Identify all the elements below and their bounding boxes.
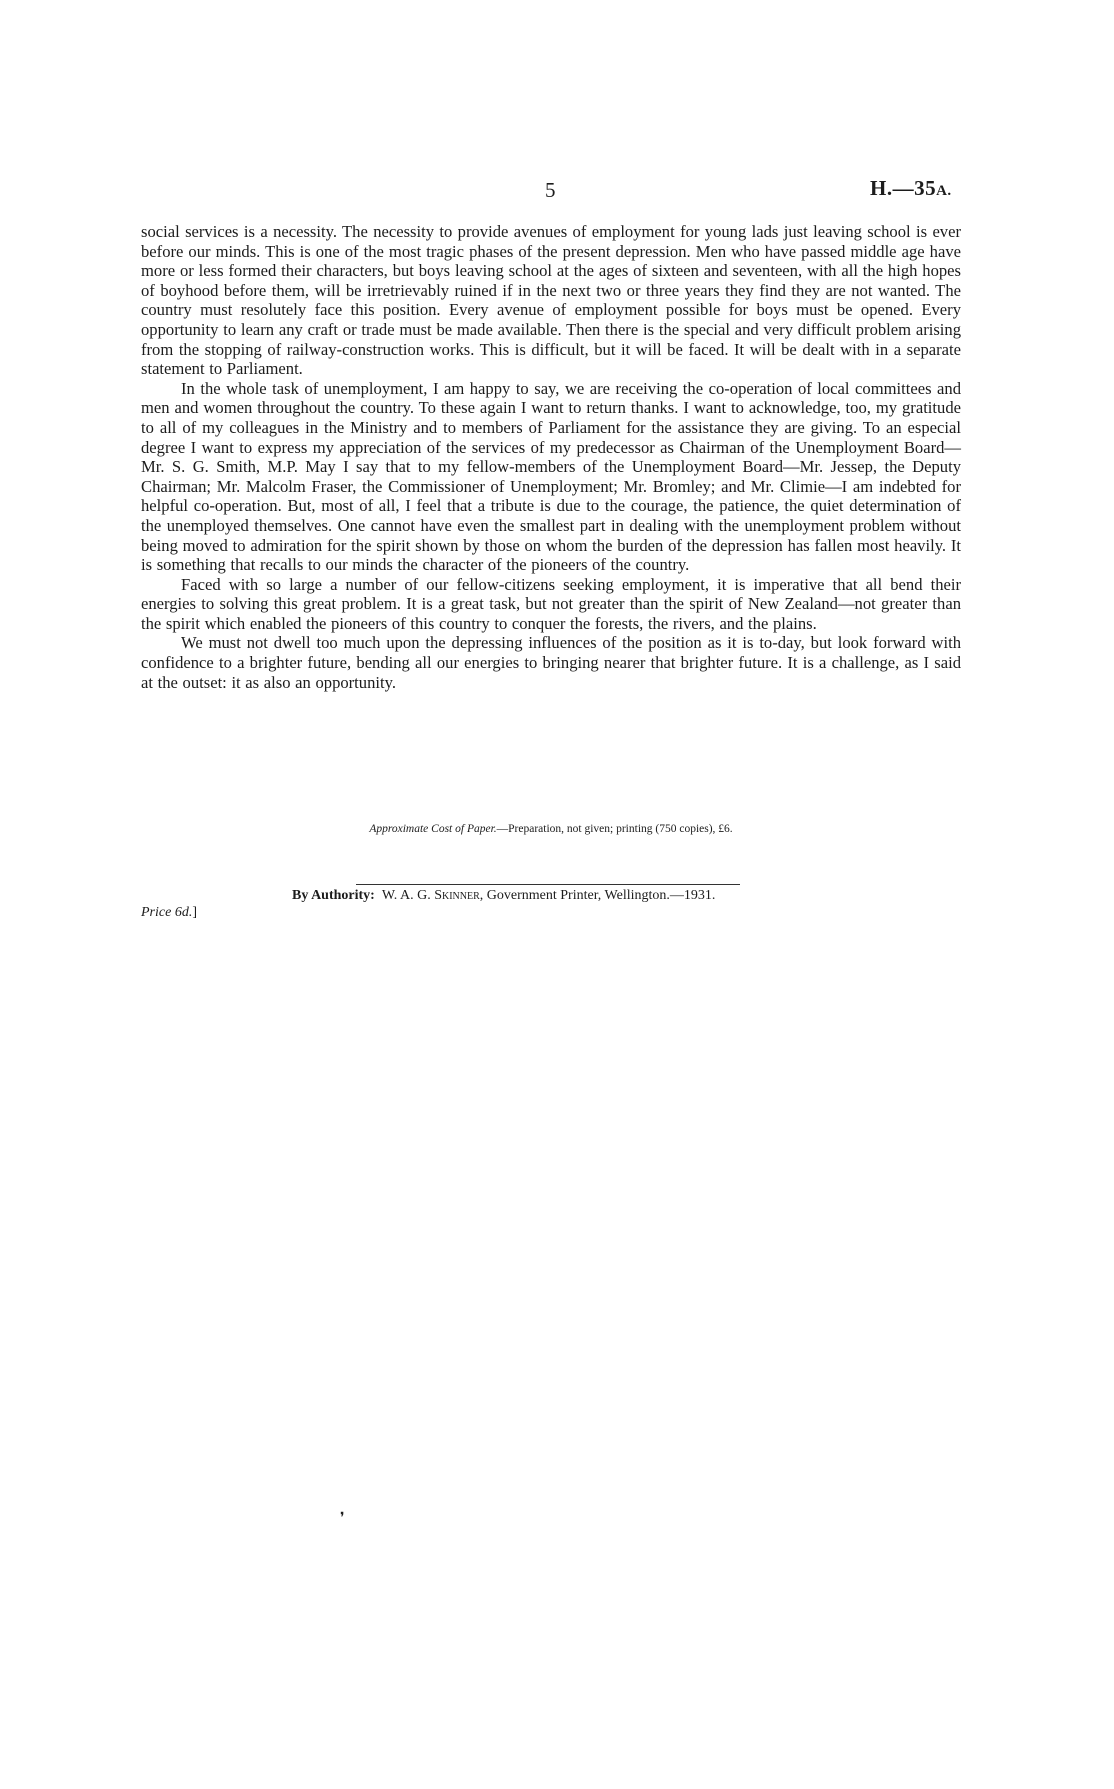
- paragraph-1: social services is a necessity. The necessity to provide avenues of employment for young lads just leaving school is ever before our minds. This is one of the most tragic phases of the present depression. Men who have passed middle age have more or less formed their characters, but boys leaving school at the ages of sixteen and seventeen, with all the high hopes of boyhood before them, will be irretrievably ruined if in the next two or three years they find they are not wanted. The country must resolutely face this position. Every avenue of employment possible for boys must be opened. Every opportunity to learn any craft or trade must be made available. Then there is the special and very difficult problem arising from the stopping of railway-construction works. This is difficult, but it will be faced. It will be dealt with in a separate statement to Parliament.: [141, 222, 961, 379]
- printer-details: , Government Printer, Wellington.—1931.: [479, 888, 716, 903]
- stray-mark: ❜: [340, 1511, 345, 1526]
- printer-name: W. A. G. Skinner: [381, 888, 480, 903]
- paragraph-4: We must not dwell too much upon the depressing influences of the position as it is to-day, but look forward with confidence to a brighter future, bending all our energies to bringing nearer that brighter future. It is a challenge, as I said at the outset: it as also an opportunity.: [141, 633, 961, 692]
- body-text: [141, 222, 961, 692]
- paragraph-3: Faced with so large a number of our fellow-citizens seeking employment, it is imperative that all bend their energies to solving this great problem. It is a great task, but not greater than the spirit of New Zealand—not greater than the spirit which enabled the pioneers of this country to conquer the forests, the rivers, and the plains.: [141, 574, 961, 633]
- document-code: [870, 176, 952, 201]
- document-code-suffix: A.: [936, 183, 952, 199]
- footer-rule: [356, 884, 740, 885]
- price-bracket: ]: [192, 905, 197, 920]
- price-label: Price 6d.: [141, 905, 193, 920]
- cost-note-label: Approximate Cost of Paper.: [369, 823, 497, 835]
- document-code-main: H.—35: [870, 176, 937, 200]
- price: [141, 905, 197, 921]
- cost-note-detail: —Preparation, not given; printing (750 copies), £6.: [496, 823, 733, 835]
- authority-label: By Authority:: [292, 888, 375, 903]
- paragraph-2: In the whole task of unemployment, I am happy to say, we are receiving the co-operation of local committees and men and women throughout the country. To these again I want to return thanks. I want to acknowledge, too, my gratitude to all of my colleagues in the Ministry and to members of Parliament for the assistance they are giving. To an especial degree I want to express my appreciation of the services of my predecessor as Chairman of the Unemployment Board—Mr. S. G. Smith, M.P. May I say that to my fellow-members of the Unemployment Board—Mr. Jessep, the Deputy Chairman; Mr. Malcolm Fraser, the Commissioner of Unemployment; Mr. Bromley; and Mr. Climie—I am indebted for helpful co-operation. But, most of all, I feel that a tribute is due to the courage, the patience, the quiet determination of the unemployed themselves. One cannot have even the smallest part in dealing with the unemployment problem without being moved to admiration for the spirit shown by those on whom the burden of the depression has fallen most heavily. It is something that recalls to our minds the character of the pioneers of the country.: [141, 378, 961, 575]
- authority-line: [292, 888, 715, 904]
- page-number: 5: [545, 178, 556, 202]
- cost-note: [141, 823, 961, 835]
